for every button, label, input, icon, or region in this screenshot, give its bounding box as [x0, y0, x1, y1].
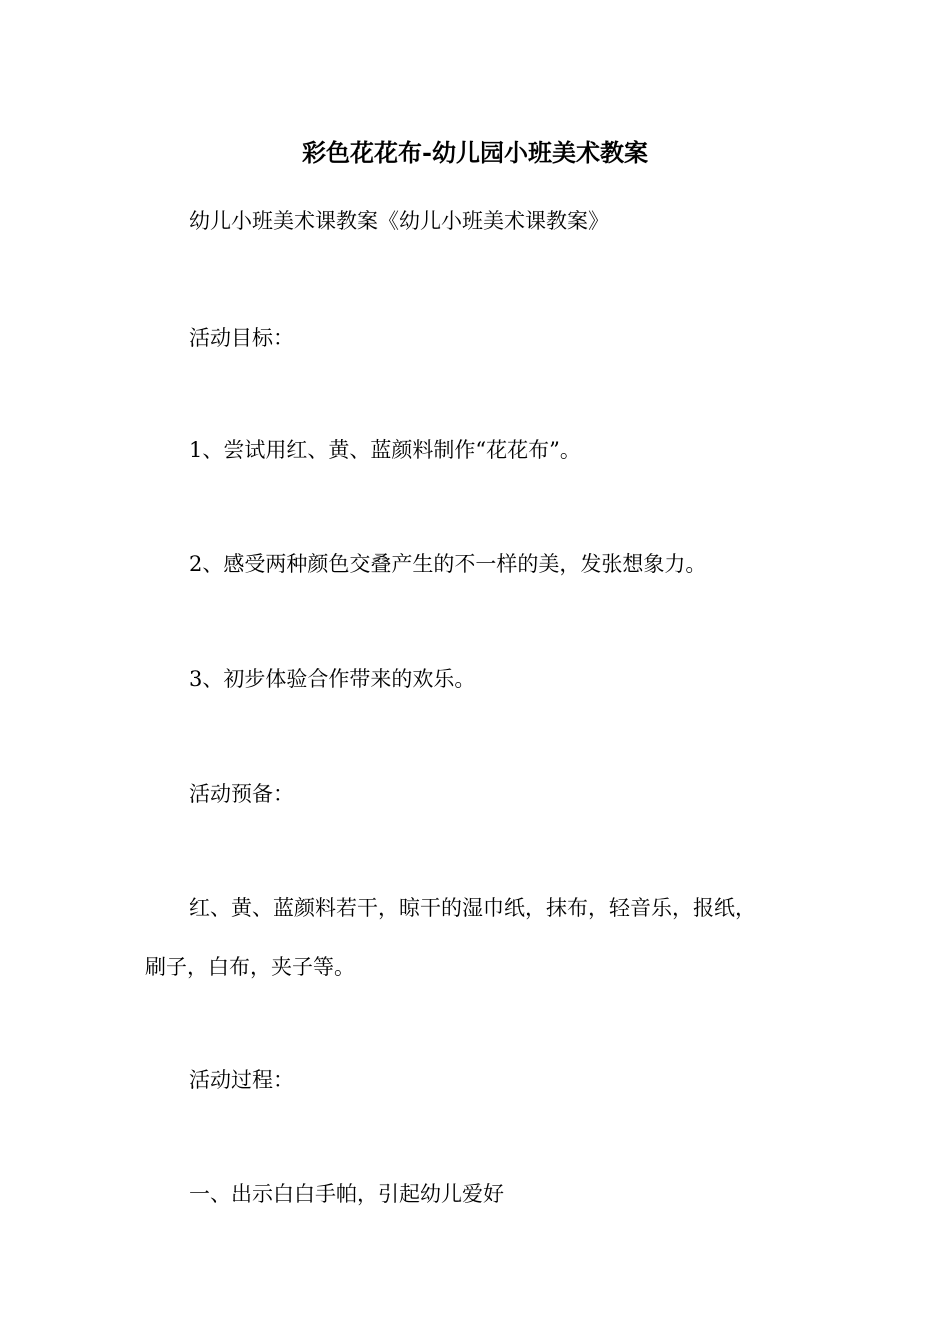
goal-item-2: 2、感受两种颜色交叠产生的不一样的美，发张想象力。 [189, 552, 707, 576]
document-title: 彩色花花布-幼儿园小班美术教案 [302, 138, 648, 167]
goals-heading: 活动目标： [189, 326, 294, 350]
process-heading: 活动过程： [189, 1068, 294, 1092]
prep-heading: 活动预备： [189, 782, 294, 806]
prep-paragraph-line-2: 刷子，白布，夹子等。 [145, 955, 355, 979]
prep-paragraph-line-1: 红、黄、蓝颜料若干，晾干的湿巾纸，抹布，轻音乐，报纸， [189, 896, 756, 920]
process-step-1: 一、出示白白手帕，引起幼儿爱好 [189, 1182, 504, 1206]
goal-item-3: 3、初步体验合作带来的欢乐。 [189, 667, 476, 691]
goal-item-1: 1、尝试用红、黄、蓝颜料制作“花花布”。 [189, 438, 581, 462]
subtitle-paragraph: 幼儿小班美术课教案《幼儿小班美术课教案》 [189, 209, 609, 233]
